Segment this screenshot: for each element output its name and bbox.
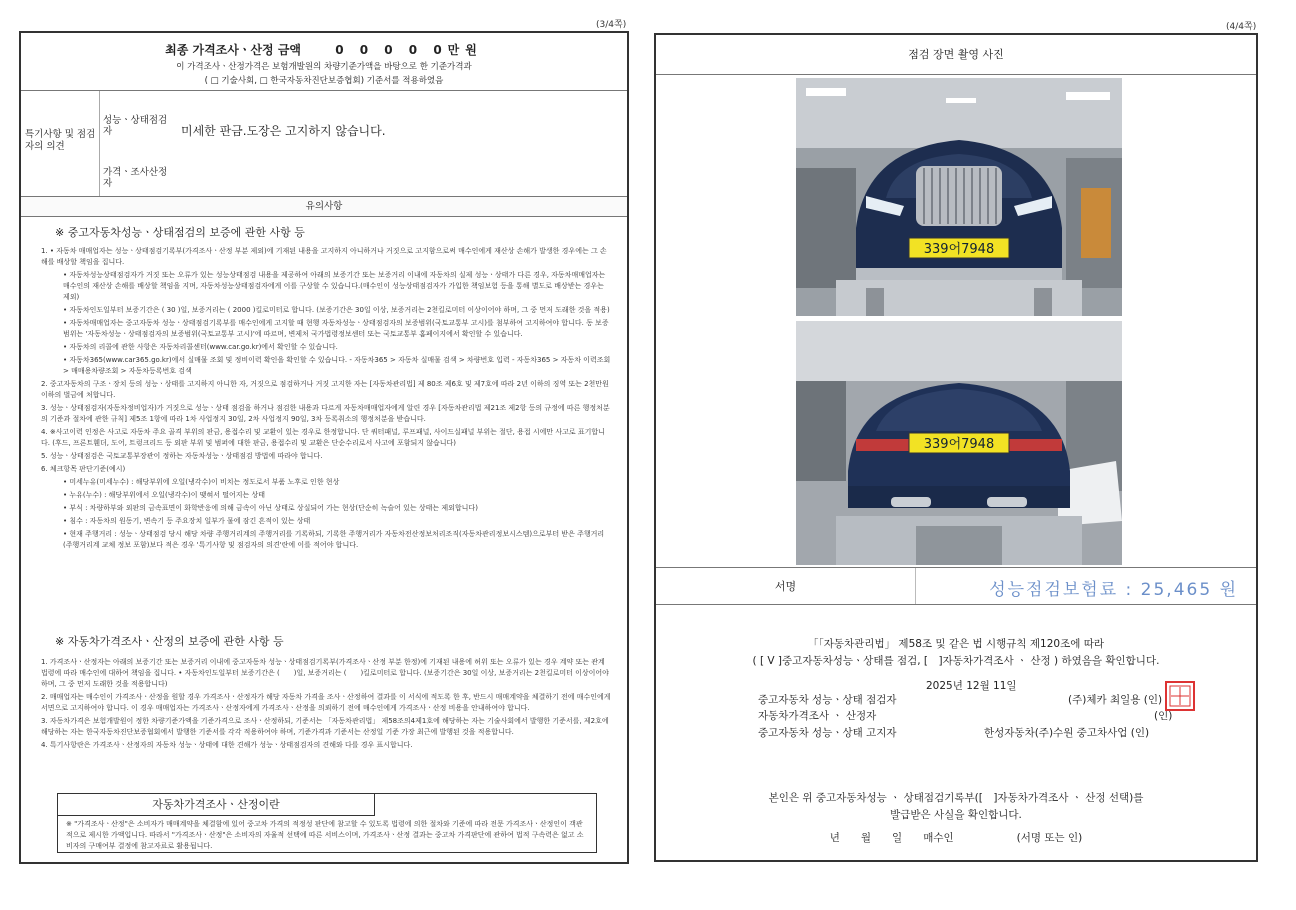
company-seal-stamp (1165, 681, 1195, 711)
notice-item: 1. 가격조사ㆍ산정자는 아래의 보증기간 또는 보증거리 이내에 중고자동차 성능ㆍ상태점검기록부(가격조사ㆍ산정 부분 한정)에 기재된 내용에 허위 또는 오류가 있는 경우 계약 또는 관계법령에 따라 매수인에 대하여 책임을 집니다. • 자동차인도일부터 보증기간은 ( )일, 보증거리는 ( )킬로미터로 합니다. (보증기간은 30일 이상, 보증거리는 2천킬로미터 이상이어야 하며, 그 중 먼저 도래한 것을 적용합니다) (41, 658, 609, 688)
notice-item: • 미세누유(미세누수) : 해당부위에 오일(냉각수)이 비치는 정도로서 부품 노후로 인한 현상 (63, 478, 340, 486)
certification-date: 2025년 12월 11일 (926, 680, 1017, 692)
price-assessor-label: 가격ㆍ조사산정자 (103, 167, 168, 189)
section1-title: ※ 중고자동차성능ㆍ상태점검의 보증에 관한 사항 등 (55, 226, 305, 239)
section2-title: ※ 자동차가격조사ㆍ산정의 보증에 관한 사항 등 (55, 635, 284, 648)
perf-inspector-label: 성능ㆍ상태점검자 (103, 115, 168, 137)
final-price-title: 최종 가격조사ㆍ산정 금액 (165, 43, 302, 57)
section1-list (41, 246, 611, 553)
notice-item: • 부식 : 차량하부와 외판의 금속표면이 화학반응에 의해 금속이 아닌 상태로 상실되어 가는 현상(단순히 녹슬어 있는 상태는 제외합니다) (63, 504, 478, 512)
certification-line-1: 「「자동차관리법」 제58조 및 같은 법 시행규칙 제120조에 따라 (807, 638, 1105, 650)
remarks-section (21, 91, 627, 197)
notice-title: 유의사항 (21, 197, 627, 217)
buyer-confirm-line-1: 본인은 위 중고자동차성능 ㆍ 상태점검기록부([ ]자동차가격조사 ㆍ 산정 선택)를 (768, 792, 1144, 804)
price-standard-text: ( □ 기술사회, □ 한국자동차진단보증협회) 기준서를 적용하였음 (204, 76, 444, 86)
notice-item: • 현재 주행거리 : 성능ㆍ상태점검 당시 해당 차량 주행거리계의 주행거리를 기록하되, 기록한 주행거리가 자동차전산정보처리조직(자동차관리정보시스템)으로부터 받은 주행거리(주행거리계 교체 정보 포함)보다 적은 경우 '특기사항 및 점검자의 의견'란에 이를 적어야 합니다. (63, 530, 605, 549)
notice-item: • 자동차성능상태점검자가 거짓 또는 오류가 있는 성능상태점검 내용을 제공하여 아래의 보증기간 또는 보증거리 이내에 자동차의 실제 성능ㆍ상태가 다른 경우, 자동차매매업자는 매수인의 재산상 손해를 배상할 책임을 지며, 자동차성능상태점검자에게 이를 구상할 수 있습니다.(매수인이 성능상태점검자가 가입한 책임보험 등을 통해 별도로 배상받는 경우는 제외) (63, 271, 606, 301)
notice-item: 2. 중고자동차의 구조ㆍ장치 등의 성능ㆍ상태를 고지하지 아니한 자, 거짓으로 점검하거나 거짓 고지한 자는 [자동차관리법] 제 80조 제6호 및 제7호에 따라 2년 이하의 징역 또는 2천만원 이하의 벌금에 처합니다. (41, 380, 609, 399)
notice-item: 2. 매매업자는 매수인이 가격조사ㆍ산정을 원할 경우 가격조사ㆍ산정자가 해당 자동차 가격을 조사ㆍ산정하여 결과를 이 서식에 적도록 한 후, 반드시 매매계약을 체결하기 전에 매수인에게 서면으로 고지하여야 합니다. 이 경우 매매업자는 가격조사ㆍ산정자에게 가격조사ㆍ산정을 의뢰하기 전에 매수인에게 가격조사ㆍ산정 비용을 안내하여야 합니다. (41, 693, 611, 712)
inspection-form-page-4 (654, 33, 1258, 862)
inspection-form-page-3 (19, 31, 629, 864)
perf-inspector-remark: 미세한 판금.도장은 고지하지 않습니다. (181, 124, 386, 138)
signer-name-dealer: 한성자동차(주)수원 중고차사업 (인) (984, 727, 1150, 739)
section2-list (41, 657, 611, 753)
notice-item: • 침수 : 자동차의 원동기, 변속기 등 주요장치 일부가 물에 잠긴 흔적이 있는 상태 (63, 517, 311, 525)
notice-item: • 자동차인도일부터 보증기간은 ( 30 )일, 보증거리는 ( 2000 )킬로미터로 합니다. (보증기간은 30일 이상, 보증거리는 2천킬로미터 이상이어야 하며, 그 중 먼저 도래한 것을 적용) (63, 306, 610, 314)
price-definition-box (57, 793, 597, 853)
notice-item: 6. 체크항목 판단기준(예시) (41, 465, 126, 473)
photo-section-title: 점검 장면 촬영 사진 (656, 35, 1256, 75)
notice-item: 5. 성능ㆍ상태점검은 국토교통부장관이 정하는 자동차성능ㆍ상태점검 방법에 따라야 합니다. (41, 452, 323, 460)
rear-plate-number: 339어7948 (923, 437, 995, 452)
remarks-label: 특기사항 및 점검자의 의견 (25, 129, 96, 152)
notice-item: 4. ※사고이력 인정은 사고로 자동차 주요 골격 부위의 판금, 용접수리 및 교환이 있는 경우로 한정합니다. 단 쿼터패널, 루프패널, 사이드실패널 부위는 절단, 용접 시에만 사고로 표기합니다. (후드, 프론트휀더, 도어, 트렁크리드 등 외판 부위 및 범퍼에 대한 판금, 용접수리 및 교환은 단순수리로서 사고에 포함되지 않습니다) (41, 428, 605, 447)
signer-role-dealer: 중고자동차 성능ㆍ상태 고지자 (758, 727, 897, 739)
price-basis-text: 이 가격조사ㆍ산정가격은 보험개발원의 차량기준가액을 바탕으로 한 기준가격과 (176, 62, 472, 72)
page-number-left: (3/4쪽) (596, 20, 627, 30)
front-plate-number: 339어7948 (923, 242, 995, 257)
signature-row (656, 567, 1256, 605)
notice-item: 4. 특기사항란은 가격조사ㆍ산정자의 자동차 성능ㆍ상태에 대한 견해가 성능ㆍ상태점검자의 견해와 다를 경우 표시합니다. (41, 741, 413, 749)
signer-role-inspector: 중고자동차 성능ㆍ상태 점검자 (758, 694, 897, 706)
inspection-insurance-fee: 성능점검보험료 : 25,465 원 (989, 580, 1238, 600)
notice-item: • 누유(누수) : 해당부위에서 오일(냉각수)이 맺혀서 떨어지는 상태 (63, 491, 266, 499)
signer-role-assessor: 자동차가격조사 ㆍ 산정자 (758, 710, 877, 722)
page-number-right: (4/4쪽) (1226, 22, 1257, 32)
notice-item: 3. 성능ㆍ상태점검자(자동차정비업자)가 거짓으로 성능ㆍ상태 점검을 하거나 점검한 내용과 다르게 자동차매매업자에게 알린 경우 [자동차관리법 제21조 제2항 등의 규정에 따른 행정처분의 기준과 절차에 관한 규칙] 제5조 1항에 따라 1차 사업정지 30일, 2차 사업정지 90일, 3차 등록취소의 행정처분을 받습니다. (41, 404, 610, 423)
final-price-amount: 0 0 0 0 0만원 (335, 43, 483, 57)
buyer-confirm-line-2: 발급받은 사실을 확인합니다. (890, 809, 1022, 821)
notice-item: • 자동차365(www.car365.go.kr)에서 실매물 조회 및 정비이력 확인을 확인할 수 있습니다. - 자동차365 > 자동차 실매물 검색 > 차량번호 입력 - 자동차365 > 자동차 이력조회 > 매매용차량조회 > 자동차등록번호 검색 (63, 356, 611, 375)
inspection-photo-front (796, 78, 1122, 316)
notice-item: • 자동차의 리콜에 관한 사항은 자동차리콜센터(www.car.go.kr)에서 확인할 수 있습니다. (63, 343, 338, 351)
buyer-signature-line: 년 월 일 매수인 (서명 또는 인) (829, 832, 1083, 844)
notice-item: 1. • 자동차 매매업자는 성능ㆍ상태점검기록부(가격조사ㆍ산정 부분 제외)에 기재된 내용을 고지하지 아니하거나 거짓으로 고지함으로써 매수인에게 재산상 손해가 발생한 경우에는 그 손해를 배상할 책임을 집니다. (41, 247, 607, 266)
signature-label: 서명 (656, 568, 916, 604)
definition-title: 자동차가격조사ㆍ산정이란 (58, 794, 375, 816)
notice-item: • 자동차매매업자는 중고자동차 성능ㆍ상태점검기록부를 매수인에게 고지할 때 현행 자동차성능ㆍ상태점검자의 보증범위(국토교통부 고시)를 첨부하여 고지하여야 합니다. 동 보증범위는 '자동차성능ㆍ상태점검자의 보증범위(국토교통부 고시)'에 따르며, 변제처 국가법령정보센터 또는 국토교통부 홈페이지에서 확인할 수 있습니다. (63, 319, 609, 338)
inspection-photo-rear (796, 321, 1122, 565)
final-price-header (21, 33, 627, 91)
notice-item: 3. 자동차가격은 보험개발원이 정한 차량기준가액을 기준가격으로 조사ㆍ산정하되, 기준서는 「자동차관리법」 제58조의4제1호에 해당하는 자는 기술사회에서 발행한 기준서를, 제2호에 해당하는 자는 한국자동차진단보증협회에서 발행한 기준서를 각각 적용하여야 하며, 기준가격과 기준서는 산정일 기준 가장 최근에 발행된 것을 적용합니다. (41, 717, 609, 736)
certification-line-2: ( [ V ]중고자동차성능ㆍ상태를 점검, [ ]자동차가격조사 ㆍ 산정 ) 하였음을 확인합니다. (752, 655, 1160, 667)
signer-name-assessor: (인) (1154, 710, 1173, 722)
signer-name-inspector: (주)체카 최일용 (인) (1068, 694, 1163, 706)
definition-text: ※ "가격조사ㆍ산정"은 소비자가 매매계약을 체결함에 있어 중고차 가격의 적정성 판단에 참고할 수 있도록 법령에 의한 절차와 기준에 따라 전문 가격조사ㆍ산정인이 객관적으로 제시한 가액입니다. 따라서 "가격조사ㆍ산정"은 소비자의 자율적 선택에 따른 서비스이며, 가격조사ㆍ산정 결과는 중고차 가격판단에 관하여 법적 구속력은 없고 소비자의 구매여부 결정에 참고자료로 활용됩니다. (66, 820, 584, 850)
